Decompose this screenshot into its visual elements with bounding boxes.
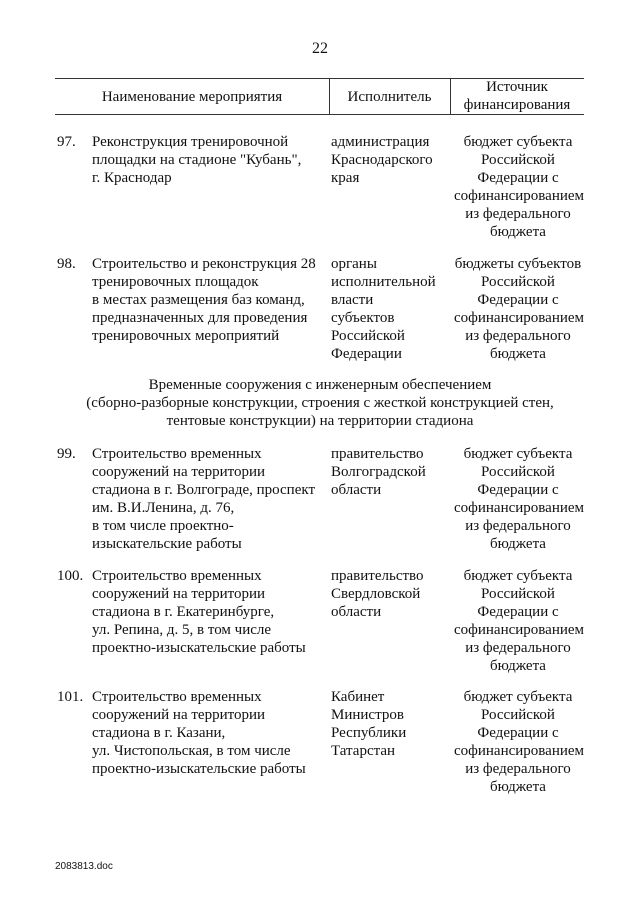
text-line: Краснодарского bbox=[331, 152, 433, 168]
text-line: проектно-изыскательские работы bbox=[92, 761, 306, 777]
text-line: администрация bbox=[331, 134, 430, 150]
text-line: тренировочных площадок bbox=[92, 274, 259, 290]
text-line: софинансированием bbox=[454, 743, 585, 759]
row-funding bbox=[454, 133, 585, 241]
text-line: из федерального bbox=[465, 328, 571, 344]
section-title-line: (сборно-разборные конструкции, строения с жесткой конструкцией стен, bbox=[86, 395, 554, 411]
text-line: сооружений на территории bbox=[92, 707, 266, 723]
text-line: Федерации bbox=[331, 346, 402, 362]
row-number: 97. bbox=[57, 134, 76, 150]
text-line: Реконструкция тренировочной bbox=[92, 134, 289, 150]
text-line: ул. Репина, д. 5, в том числе bbox=[92, 622, 272, 638]
section-title-line: тентовые конструкции) на территории стадиона bbox=[166, 413, 474, 429]
row-executor bbox=[331, 567, 449, 621]
row-number: 100. bbox=[57, 568, 84, 584]
row-funding bbox=[454, 255, 585, 363]
text-line: софинансированием bbox=[454, 622, 585, 638]
text-line: из федерального bbox=[465, 518, 571, 534]
text-line: сооружений на территории bbox=[92, 464, 266, 480]
text-line: тренировочных мероприятий bbox=[92, 328, 280, 344]
text-line: Татарстан bbox=[331, 743, 396, 759]
text-line: изыскательские работы bbox=[92, 536, 242, 552]
text-line: из федерального bbox=[465, 206, 571, 222]
row-executor bbox=[331, 688, 449, 760]
table-header bbox=[55, 78, 584, 114]
text-line: Республики bbox=[331, 725, 407, 741]
text-line: бюджет субъекта bbox=[463, 446, 573, 462]
text-line: Федерации с bbox=[477, 170, 559, 186]
row-funding bbox=[454, 688, 585, 796]
section-title-line: Временные сооружения с инженерным обеспечением bbox=[148, 377, 492, 393]
text-line: Федерации с bbox=[477, 292, 559, 308]
text-line: Федерации с bbox=[477, 725, 559, 741]
text-line: субъектов bbox=[331, 310, 395, 326]
row-name bbox=[92, 445, 327, 553]
text-line: софинансированием bbox=[454, 188, 585, 204]
text-line: Российской bbox=[481, 707, 555, 723]
text-line: софинансированием bbox=[454, 500, 585, 516]
text-line: области bbox=[331, 482, 382, 498]
header-executor: Исполнитель bbox=[347, 89, 432, 105]
text-line: власти bbox=[331, 292, 374, 308]
text-line: бюджета bbox=[490, 536, 546, 552]
text-line: г. Краснодар bbox=[92, 170, 172, 186]
row-name bbox=[92, 133, 327, 187]
text-line: проектно-изыскательские работы bbox=[92, 640, 306, 656]
text-line: Российской bbox=[481, 586, 555, 602]
text-line: Министров bbox=[331, 707, 404, 723]
text-line: Волгоградской bbox=[331, 464, 426, 480]
row-funding bbox=[454, 567, 585, 675]
text-line: ул. Чистопольская, в том числе bbox=[92, 743, 291, 759]
page-number: 22 bbox=[312, 40, 328, 57]
text-line: Федерации с bbox=[477, 604, 559, 620]
text-line: Федерации с bbox=[477, 482, 559, 498]
text-line: бюджета bbox=[490, 224, 546, 240]
text-line: Российской bbox=[481, 464, 555, 480]
row-executor bbox=[331, 133, 449, 187]
text-line: Строительство временных bbox=[92, 446, 262, 462]
row-funding bbox=[454, 445, 585, 553]
text-line: Строительство временных bbox=[92, 568, 262, 584]
text-line: Свердловской bbox=[331, 586, 421, 602]
text-line: в том числе проектно- bbox=[92, 518, 234, 534]
text-line: из федерального bbox=[465, 761, 571, 777]
text-line: органы bbox=[331, 256, 377, 272]
text-line: из федерального bbox=[465, 640, 571, 656]
text-line: площадки на стадионе "Кубань", bbox=[92, 152, 302, 168]
row-executor bbox=[331, 255, 449, 363]
header-name: Наименование мероприятия bbox=[101, 89, 283, 105]
header-funding-line: финансирования bbox=[463, 97, 571, 113]
row-executor bbox=[331, 445, 449, 499]
text-line: правительство bbox=[331, 568, 424, 584]
text-line: бюджет субъекта bbox=[463, 568, 573, 584]
text-line: исполнительной bbox=[331, 274, 436, 290]
text-line: бюджета bbox=[490, 779, 546, 795]
text-line: бюджета bbox=[490, 346, 546, 362]
section-title bbox=[40, 376, 600, 430]
text-line: бюджета bbox=[490, 658, 546, 674]
header-funding-line: Источник bbox=[486, 79, 548, 95]
text-line: Российской bbox=[481, 274, 555, 290]
text-line: стадиона в г. Екатеринбурге, bbox=[92, 604, 275, 620]
row-number: 98. bbox=[57, 256, 76, 272]
text-line: им. В.И.Ленина, д. 76, bbox=[92, 500, 235, 516]
text-line: бюджет субъекта bbox=[463, 134, 573, 150]
text-line: Кабинет bbox=[331, 689, 385, 705]
text-line: правительство bbox=[331, 446, 424, 462]
footer-filename: 2083813.doc bbox=[55, 861, 113, 872]
row-number: 101. bbox=[57, 689, 84, 705]
text-line: Российской bbox=[331, 328, 405, 344]
row-name bbox=[92, 567, 327, 657]
text-line: стадиона в г. Волгограде, проспект bbox=[92, 482, 316, 498]
text-line: бюджеты субъектов bbox=[454, 256, 582, 272]
row-name bbox=[92, 255, 327, 345]
text-line: стадиона в г. Казани, bbox=[92, 725, 226, 741]
text-line: сооружений на территории bbox=[92, 586, 266, 602]
text-line: бюджет субъекта bbox=[463, 689, 573, 705]
table-header-bottom-rule bbox=[55, 114, 584, 115]
row-name bbox=[92, 688, 327, 778]
text-line: Строительство и реконструкция 28 bbox=[92, 256, 316, 272]
text-line: края bbox=[331, 170, 360, 186]
text-line: софинансированием bbox=[454, 310, 585, 326]
text-line: Российской bbox=[481, 152, 555, 168]
header-funding bbox=[450, 78, 584, 114]
text-line: Строительство временных bbox=[92, 689, 262, 705]
text-line: области bbox=[331, 604, 382, 620]
text-line: в местах размещения баз команд, bbox=[92, 292, 305, 308]
text-line: предназначенных для проведения bbox=[92, 310, 308, 326]
row-number: 99. bbox=[57, 446, 76, 462]
